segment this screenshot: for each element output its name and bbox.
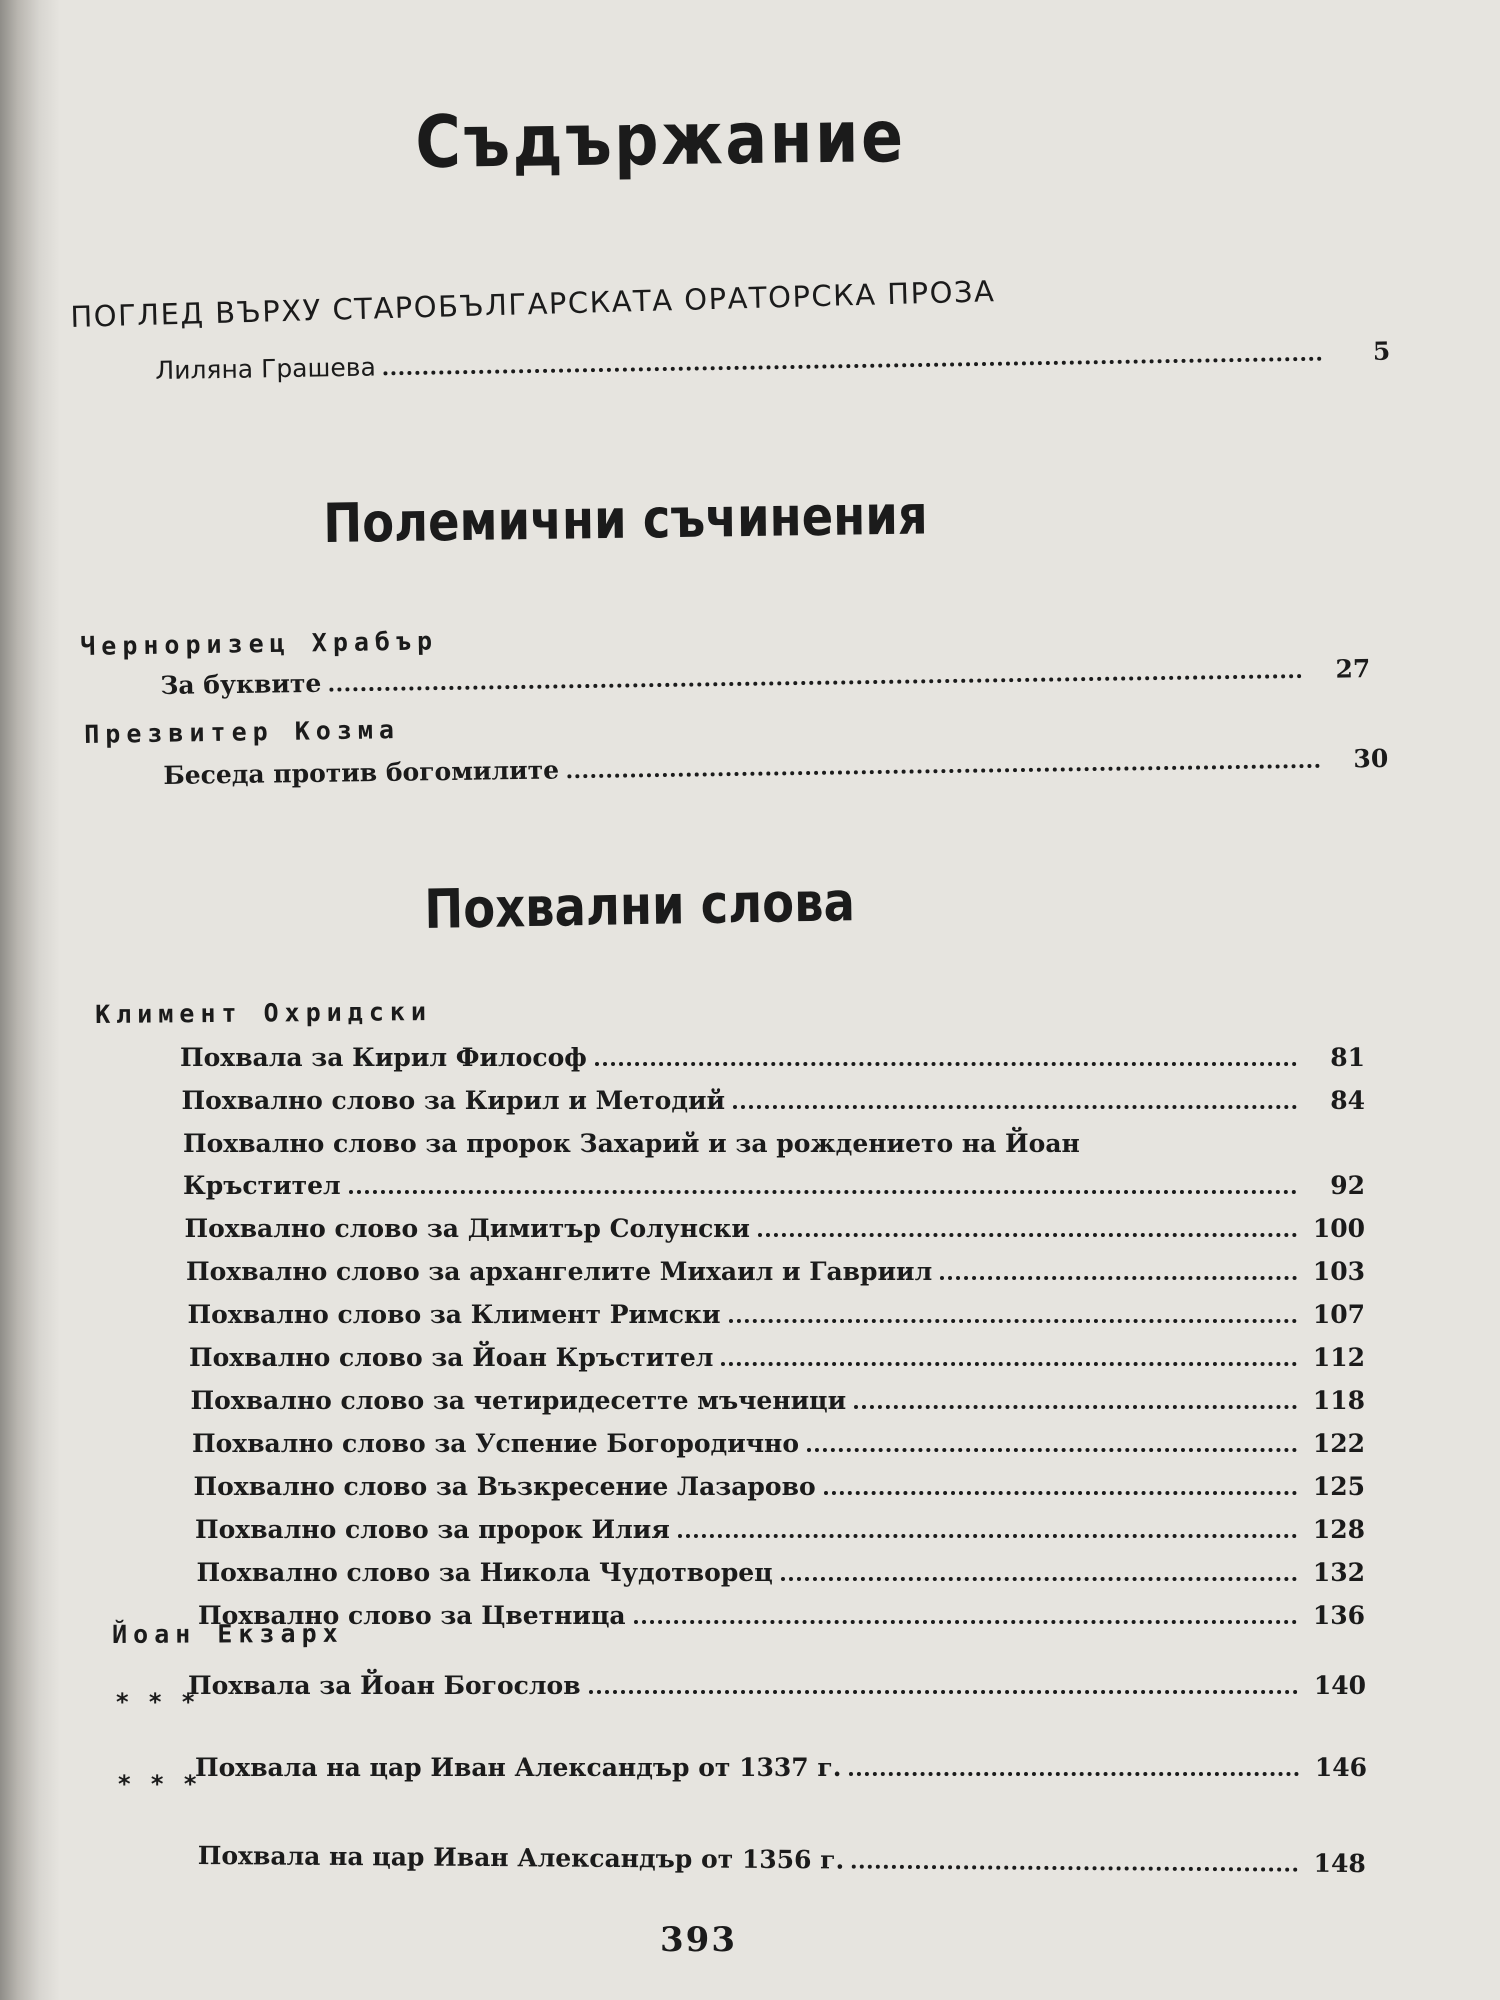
anonymous-author-marker: * * * bbox=[116, 1688, 201, 1716]
leader-dots bbox=[807, 1448, 1297, 1452]
toc-entry-page: 81 bbox=[1330, 1043, 1365, 1072]
toc-entry-page: 92 bbox=[1330, 1171, 1365, 1200]
toc-entry-title: Похвално слово за Кирил и Методий bbox=[181, 1086, 726, 1115]
toc-entry-page: 128 bbox=[1312, 1515, 1365, 1544]
toc-entry[interactable] bbox=[186, 1246, 1365, 1286]
leader-dots bbox=[729, 1319, 1297, 1323]
toc-entry-title: Похвално слово за Климент Римски bbox=[187, 1300, 721, 1329]
author-name: Черноризец Храбър bbox=[80, 626, 439, 661]
toc-entry-title: Похвално слово за Успение Богородично bbox=[192, 1429, 800, 1458]
section-title: Похвални слова bbox=[424, 870, 856, 941]
toc-entry-title: Беседа против богомилите bbox=[163, 755, 560, 790]
toc-entry[interactable] bbox=[155, 326, 1390, 385]
toc-entry[interactable] bbox=[192, 1418, 1365, 1458]
leader-dots bbox=[567, 764, 1320, 779]
toc-entry-title: Похвално слово за Йоан Кръстител bbox=[189, 1343, 714, 1372]
toc-entry-continuation[interactable] bbox=[183, 1160, 1365, 1200]
toc-entry[interactable] bbox=[188, 1660, 1366, 1700]
toc-entry-title: Похвала на цар Иван Александър от 1356 г. bbox=[197, 1840, 845, 1875]
leader-dots bbox=[852, 1865, 1298, 1872]
page-title: Съдържание bbox=[415, 94, 906, 184]
toc-entry-title: Похвално слово за Възкресение Лазарово bbox=[193, 1472, 816, 1501]
book-spine-shadow bbox=[0, 0, 60, 2000]
toc-entry[interactable] bbox=[189, 1332, 1365, 1372]
toc-entry-page: 122 bbox=[1312, 1429, 1365, 1458]
leader-dots bbox=[940, 1276, 1297, 1280]
author-name: Йоан Екзарх bbox=[112, 1618, 344, 1649]
toc-entry-title: Похвала за Йоан Богослов bbox=[188, 1671, 581, 1700]
toc-entry[interactable] bbox=[182, 1075, 1366, 1115]
toc-entry[interactable] bbox=[197, 1547, 1366, 1587]
leader-dots bbox=[595, 1062, 1297, 1066]
toc-entry-page: 112 bbox=[1312, 1343, 1365, 1372]
toc-entry[interactable] bbox=[191, 1375, 1366, 1415]
toc-entry-page: 5 bbox=[1372, 336, 1391, 366]
toc-entry-title: Лиляна Грашева bbox=[155, 352, 377, 385]
toc-entry[interactable] bbox=[183, 1118, 1365, 1158]
leader-dots bbox=[721, 1362, 1297, 1366]
toc-entry-title: Похвала на цар Иван Александър от 1337 г. bbox=[195, 1753, 842, 1782]
anonymous-author-marker: * * * bbox=[118, 1770, 203, 1798]
toc-entry[interactable] bbox=[198, 1590, 1365, 1630]
leader-dots bbox=[781, 1577, 1297, 1581]
leader-dots bbox=[824, 1491, 1297, 1495]
toc-entry[interactable] bbox=[180, 1032, 1365, 1072]
toc-entry-title: Похвално слово за пророк Захарий и за рождението на Йоан bbox=[183, 1129, 1080, 1158]
leader-dots bbox=[634, 1620, 1297, 1624]
leader-dots bbox=[384, 357, 1323, 376]
toc-entry[interactable] bbox=[194, 1461, 1366, 1501]
toc-entry-page: 148 bbox=[1313, 1848, 1366, 1879]
toc-entry[interactable] bbox=[198, 1830, 1366, 1878]
toc-entry-title: Похвално слово за пророк Илия bbox=[195, 1515, 670, 1544]
toc-entry-title: Похвално слово за архангелите Михаил и Гавриил bbox=[186, 1257, 933, 1286]
leader-dots bbox=[733, 1105, 1297, 1109]
toc-entry-page: 136 bbox=[1312, 1601, 1365, 1630]
contents-page bbox=[60, 0, 1500, 2000]
toc-entry-page: 125 bbox=[1312, 1472, 1365, 1501]
leader-dots bbox=[349, 1190, 1297, 1194]
page-number: 393 bbox=[660, 1920, 737, 1960]
leader-dots bbox=[589, 1690, 1298, 1694]
leader-dots bbox=[758, 1233, 1297, 1237]
toc-entry[interactable] bbox=[185, 1203, 1366, 1243]
toc-entry[interactable] bbox=[195, 1504, 1365, 1544]
toc-entry-page: 27 bbox=[1335, 654, 1371, 684]
toc-entry-title: Похвално слово за Цветница bbox=[198, 1601, 626, 1630]
toc-entry-page: 30 bbox=[1353, 743, 1389, 774]
toc-entry-title: Похвално слово за Димитър Солунски bbox=[184, 1214, 750, 1243]
leader-dots bbox=[849, 1772, 1299, 1776]
toc-entry-title: Похвално слово за четиридесетте мъченици bbox=[190, 1386, 847, 1415]
toc-entry-title: Похвално слово за Никола Чудотворец bbox=[196, 1558, 773, 1587]
author-name: Презвитер Козма bbox=[84, 715, 401, 749]
toc-entry-title: Похвала за Кирил Философ bbox=[180, 1043, 587, 1072]
toc-entry-page: 132 bbox=[1312, 1558, 1365, 1587]
leader-dots bbox=[854, 1405, 1297, 1409]
toc-entry-page: 146 bbox=[1314, 1753, 1367, 1782]
leader-dots bbox=[678, 1534, 1297, 1538]
toc-entry-page: 84 bbox=[1330, 1086, 1365, 1115]
toc-entry-page: 107 bbox=[1312, 1300, 1365, 1329]
leader-dots bbox=[329, 674, 1302, 692]
toc-entry-page: 140 bbox=[1313, 1671, 1366, 1700]
author-name: Климент Охридски bbox=[95, 997, 433, 1029]
toc-entry[interactable] bbox=[188, 1289, 1366, 1329]
toc-entry-page: 118 bbox=[1312, 1386, 1365, 1415]
toc-entry[interactable] bbox=[195, 1742, 1367, 1782]
toc-entry-title: За буквите bbox=[160, 668, 322, 700]
intro-section-title: ПОГЛЕД ВЪРХУ СТАРОБЪЛГАРСКАТА ОРАТОРСКА ПРОЗА bbox=[70, 274, 996, 334]
toc-entry-title-continued: Кръстител bbox=[183, 1171, 341, 1200]
toc-entry-page: 100 bbox=[1312, 1214, 1365, 1243]
section-title: Полемични съчинения bbox=[323, 483, 928, 555]
toc-entry-page: 103 bbox=[1312, 1257, 1365, 1286]
